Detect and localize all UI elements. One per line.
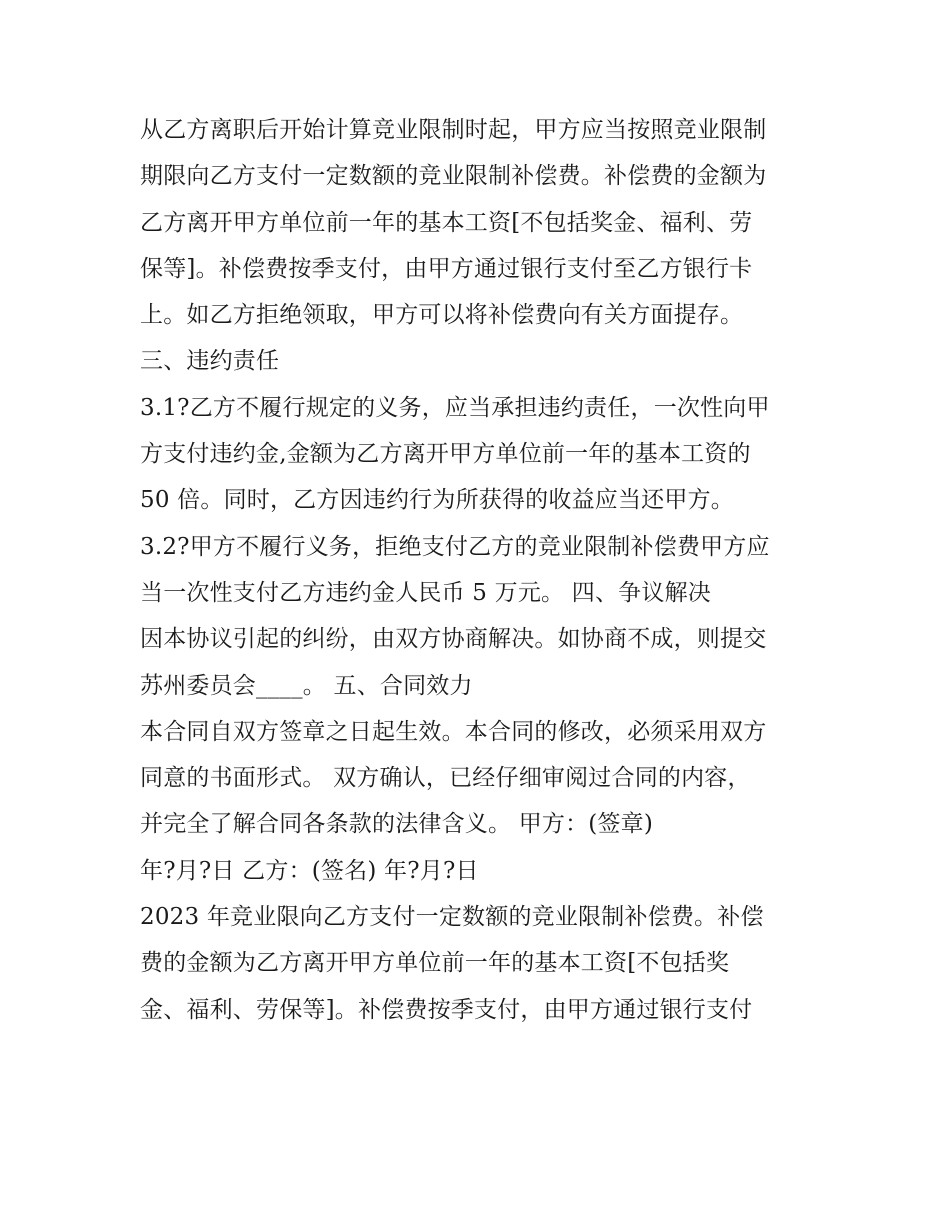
text-line: 金、福利、劳保等]。补偿费按季支付，由甲方通过银行支付 (140, 996, 753, 1023)
text-line: 苏州委员会____。 五、合同效力 (140, 672, 473, 699)
text-line: 保等]。补偿费按季支付，由甲方通过银行支付至乙方银行卡 (140, 255, 753, 282)
text-line: 从乙方离职后开始计算竞业限制时起，甲方应当按照竞业限制 (140, 117, 767, 143)
text-line: 3.1?乙方不履行规定的义务，应当承担违约责任，一次性向甲 (140, 394, 770, 421)
text-line: 2023 年竞业限向乙方支付一定数额的竞业限制补偿费。补偿 (140, 904, 764, 931)
text-line: 年?月?日 乙方：(签名) 年?月?日 (140, 857, 479, 884)
document-body (140, 107, 840, 1033)
text-line: 同意的书面形式。 双方确认，已经仔细审阅过合同的内容， (140, 765, 751, 792)
text-line: 50 倍。同时，乙方因违约行为所获得的收益应当还甲方。 (140, 487, 734, 514)
section-heading: 三、违约责任 (140, 348, 280, 375)
text-line: 并完全了解合同各条款的法律含义。 甲方：(签章) (140, 811, 654, 838)
text-line: 本合同自双方签章之日起生效。本合同的修改，必须采用双方 (140, 718, 767, 745)
text-line: 乙方离开甲方单位前一年的基本工资[不包括奖金、福利、劳 (140, 209, 753, 236)
text-line: 因本协议引起的纠纷，由双方协商解决。如协商不成，则提交 (140, 626, 767, 653)
text-line: 当一次性支付乙方违约金人民币 5 万元。 四、争议解决 (140, 579, 711, 606)
text-line: 方支付违约金,金额为乙方离开甲方单位前一年的基本工资的 (140, 441, 751, 468)
text-line: 上。如乙方拒绝领取，甲方可以将补偿费向有关方面提存。 (140, 302, 744, 329)
text-line: 期限向乙方支付一定数额的竞业限制补偿费。补偿费的金额为 (140, 163, 767, 190)
text-line: 3.2?甲方不履行义务，拒绝支付乙方的竞业限制补偿费甲方应 (140, 533, 770, 560)
text-line: 费的金额为乙方离开甲方单位前一年的基本工资[不包括奖 (140, 950, 730, 977)
